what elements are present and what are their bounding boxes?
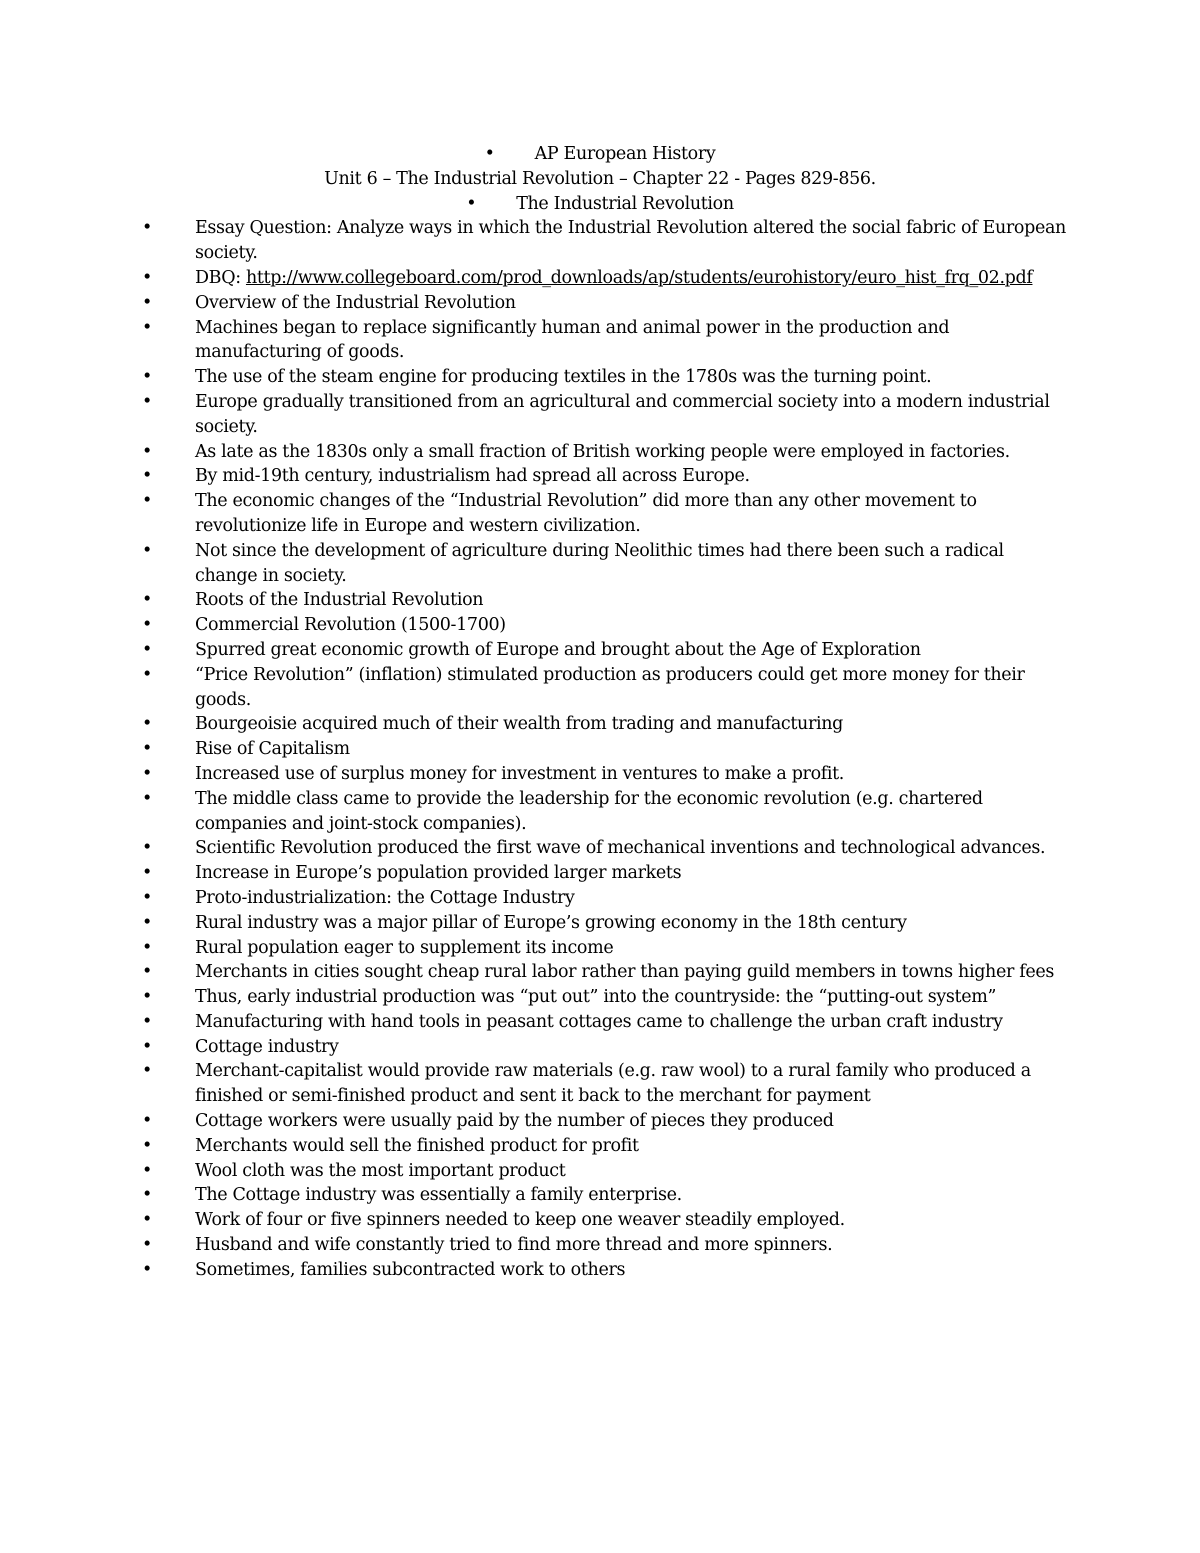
bullet: •	[142, 441, 152, 462]
bullet: •	[142, 1111, 152, 1132]
item-text: The Cottage industry was essentially a family enterprise.	[195, 1185, 682, 1206]
list-item	[0, 663, 1200, 713]
bullet: •	[142, 590, 152, 611]
list-item	[0, 1134, 1200, 1159]
list-item	[0, 787, 1200, 837]
list-item	[0, 1010, 1200, 1035]
bullet: •	[142, 267, 152, 288]
list-item	[0, 712, 1200, 737]
item-text: Merchants would sell the finished product for profit	[195, 1135, 639, 1156]
bullet: •	[142, 218, 152, 239]
dbq-line	[195, 266, 1070, 291]
list-item	[0, 1233, 1200, 1258]
section-title: The Industrial Revolution	[516, 193, 734, 214]
list-item	[0, 390, 1200, 440]
item-text: Roots of the Industrial Revolution	[195, 590, 484, 611]
bullet: •	[142, 491, 152, 512]
item-text: Sometimes, families subcontracted work to others	[195, 1259, 626, 1280]
item-text: The use of the steam engine for producing textiles in the 1780s was the turning point.	[195, 367, 932, 388]
list-item	[0, 489, 1200, 539]
list-item	[0, 960, 1200, 985]
item-text: Rural population eager to supplement its income	[195, 937, 614, 958]
bullet: •	[142, 367, 152, 388]
list-item	[0, 911, 1200, 936]
section-line	[0, 192, 1200, 217]
list-item	[0, 1258, 1200, 1283]
bullet: •	[142, 317, 152, 338]
bullet: •	[142, 540, 152, 561]
bullet: •	[142, 863, 152, 884]
item-text: Proto-industrialization: the Cottage Industry	[195, 887, 575, 908]
item-text: Merchants in cities sought cheap rural labor rather than paying guild members in towns higher fees	[195, 962, 1054, 983]
dbq-link[interactable]: http://www.collegeboard.com/prod_downloads/ap/students/eurohistory/euro_hist_frq_02.pdf	[245, 267, 1033, 288]
bullet: •	[142, 714, 152, 735]
item-text: Rural industry was a major pillar of Europe’s growing economy in the 18th century	[195, 912, 907, 933]
item-text: Increased use of surplus money for investment in ventures to make a profit.	[195, 763, 845, 784]
bullet: •	[142, 739, 152, 760]
bullet: •	[142, 962, 152, 983]
bullet: •	[142, 1235, 152, 1256]
item-text: The economic changes of the “Industrial Revolution” did more than any other movement to revolutionize life in Europe and western civilization.	[195, 491, 977, 536]
item-text: Thus, early industrial production was “put out” into the countryside: the “putting-out system”	[195, 987, 997, 1008]
list-item	[0, 613, 1200, 638]
item-text: Not since the development of agriculture during Neolithic times had there been such a radical change in society.	[195, 540, 1004, 586]
bullet: •	[142, 664, 152, 685]
document-title: AP European History	[534, 144, 716, 164]
list-item	[0, 1035, 1200, 1060]
list-item	[0, 464, 1200, 489]
bullet: •	[142, 887, 152, 908]
bullet: •	[142, 763, 152, 784]
list-item	[0, 440, 1200, 465]
item-text: Europe gradually transitioned from an agricultural and commercial society into a modern industrial society.	[195, 391, 1050, 437]
bullet: •	[142, 1185, 152, 1206]
item-text: Machines began to replace significantly human and animal power in the production and manufacturing of goods.	[195, 317, 950, 363]
title-line	[0, 142, 1200, 167]
item-text: Overview of the Industrial Revolution	[195, 292, 516, 313]
item-text: By mid-19th century, industrialism had spread all across Europe.	[195, 466, 750, 487]
item-text: Wool cloth was the most important product	[195, 1160, 566, 1181]
item-text: As late as the 1830s only a small fraction of British working people were employed in factories.	[195, 441, 1010, 462]
list-item	[0, 588, 1200, 613]
bullet: •	[142, 1160, 152, 1181]
item-text: Cottage workers were usually paid by the number of pieces they produced	[195, 1111, 834, 1132]
list-item	[0, 291, 1200, 316]
item-text: Cottage industry	[195, 1036, 339, 1057]
list-item	[0, 936, 1200, 961]
bullet: •	[142, 1210, 152, 1231]
bullet: •	[142, 987, 152, 1008]
item-text: Increase in Europe’s population provided larger markets	[195, 863, 682, 884]
dbq-label: DBQ:	[195, 267, 246, 288]
item-text: Rise of Capitalism	[195, 739, 350, 760]
item-text: Essay Question: Analyze ways in which the Industrial Revolution altered the social fabric of European society.	[195, 218, 1066, 264]
bullet: •	[142, 1135, 152, 1156]
list-item	[0, 861, 1200, 886]
document-body	[0, 142, 1200, 1283]
item-text: Commercial Revolution (1500-1700)	[195, 615, 506, 636]
list-item	[0, 985, 1200, 1010]
item-text: Spurred great economic growth of Europe and brought about the Age of Exploration	[195, 639, 921, 660]
list-item	[0, 1183, 1200, 1208]
list-item	[0, 762, 1200, 787]
list-item	[0, 316, 1200, 366]
bullet: •	[142, 1036, 152, 1057]
list-item	[0, 836, 1200, 861]
bullet: •	[142, 1011, 152, 1032]
item-text: Manufacturing with hand tools in peasant cottages came to challenge the urban craft industry	[195, 1011, 1003, 1032]
list-item	[0, 1059, 1200, 1109]
item-text: Scientific Revolution produced the first wave of mechanical inventions and technological advances.	[195, 838, 1046, 859]
bullet: •	[142, 838, 152, 859]
list-item	[0, 365, 1200, 390]
bullet-list	[0, 216, 1200, 1282]
bullet: •	[142, 937, 152, 958]
bullet: •	[142, 788, 152, 809]
item-text: The middle class came to provide the leadership for the economic revolution (e.g. chartered companies and joint-stock companies).	[195, 788, 983, 834]
bullet: •	[142, 615, 152, 636]
bullet: •	[142, 292, 152, 313]
list-item	[0, 1159, 1200, 1184]
item-text: “Price Revolution” (inflation) stimulated production as producers could get more money for their goods.	[195, 664, 1025, 710]
list-item	[0, 539, 1200, 589]
item-text: Husband and wife constantly tried to find more thread and more spinners.	[195, 1235, 833, 1256]
list-item	[0, 266, 1200, 291]
bullet: •	[142, 1061, 152, 1082]
list-item	[0, 216, 1200, 266]
bullet: •	[142, 466, 152, 487]
list-item	[0, 1109, 1200, 1134]
bullet: •	[142, 1259, 152, 1280]
bullet: •	[142, 391, 152, 412]
bullet: •	[142, 912, 152, 933]
list-item	[0, 1208, 1200, 1233]
item-text: Bourgeoisie acquired much of their wealth from trading and manufacturing	[195, 714, 843, 735]
item-text: Merchant-capitalist would provide raw materials (e.g. raw wool) to a rural family who produced a finished or semi-finished product and sent it back to the merchant for payment	[195, 1061, 1031, 1107]
list-item	[0, 886, 1200, 911]
list-item	[0, 638, 1200, 663]
item-text: Work of four or five spinners needed to keep one weaver steadily employed.	[195, 1210, 845, 1231]
bullet: •	[484, 144, 495, 164]
document-subtitle: Unit 6 – The Industrial Revolution – Chapter 22 - Pages 829-856.	[324, 168, 876, 189]
bullet: •	[466, 193, 477, 214]
bullet: •	[142, 639, 152, 660]
list-item	[0, 737, 1200, 762]
